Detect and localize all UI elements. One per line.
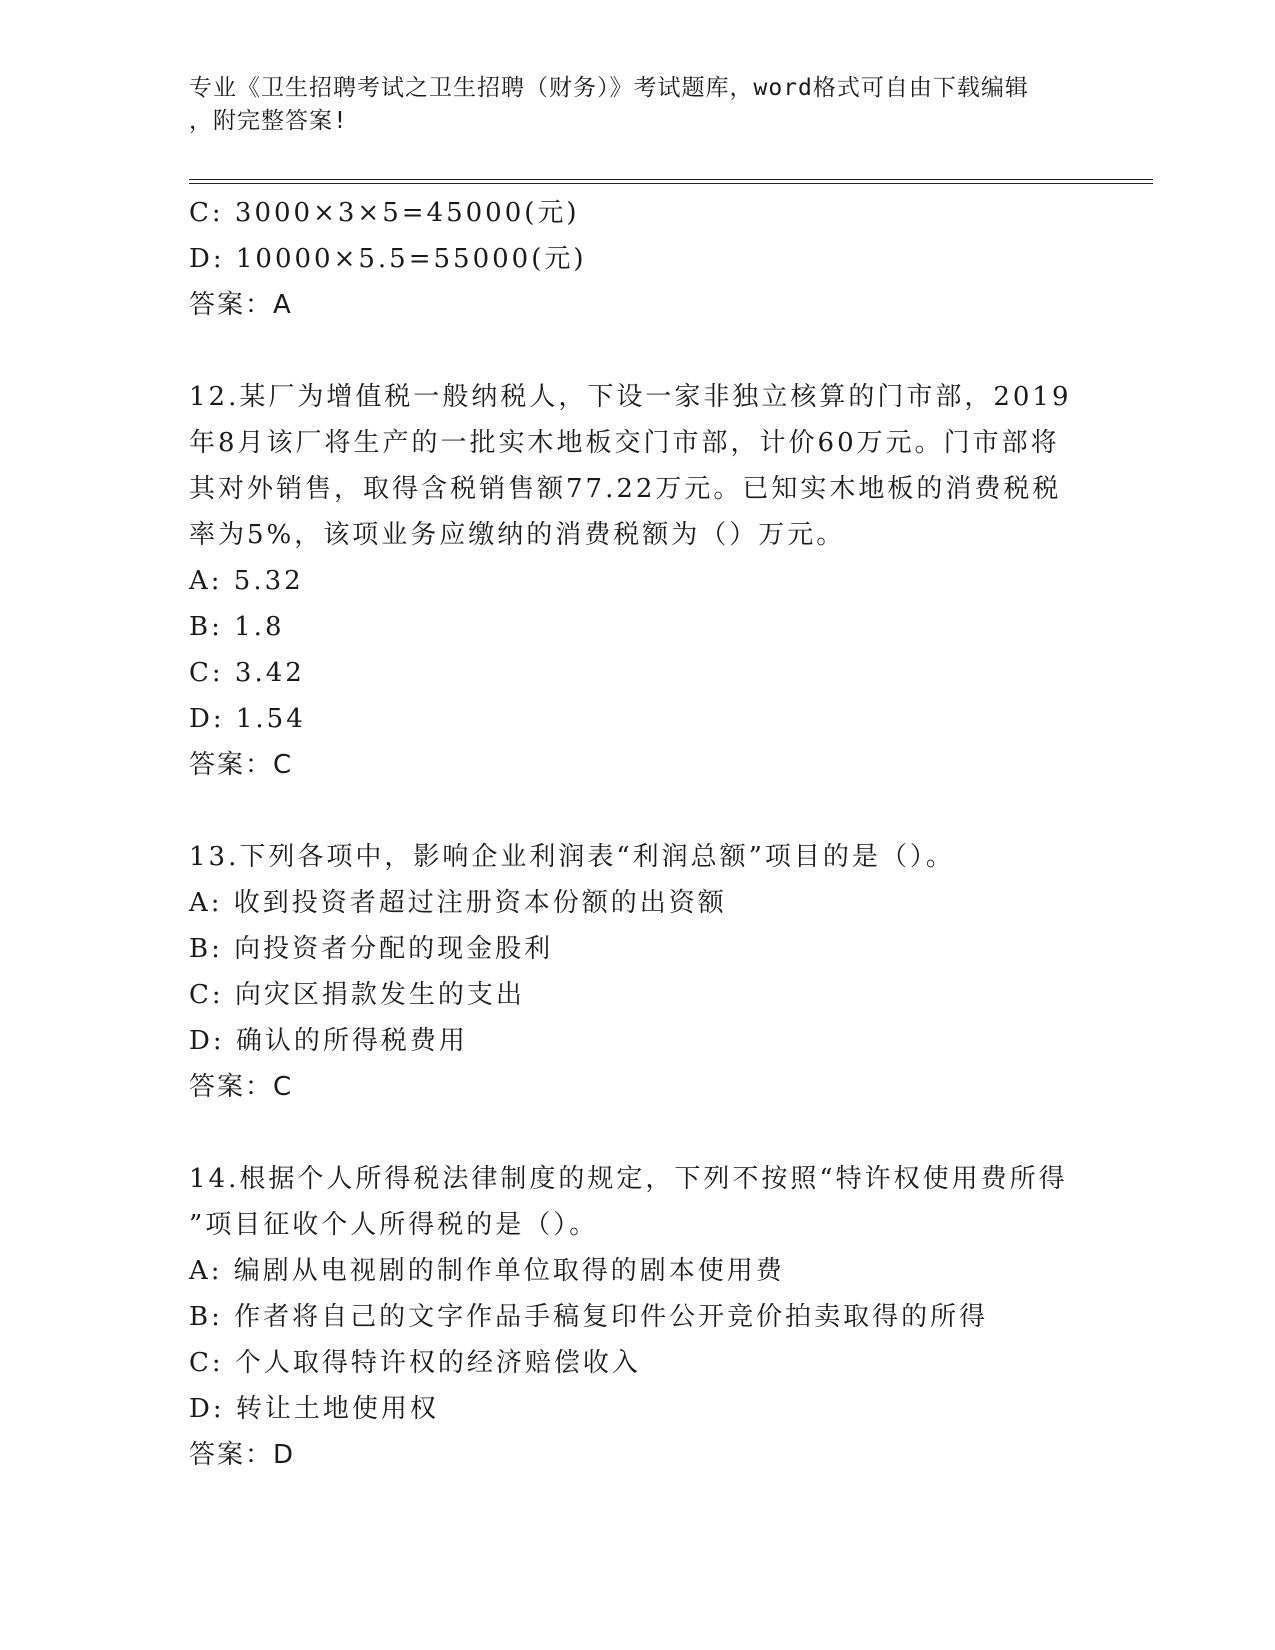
question-stem-line: 年8月该厂将生产的一批实木地板交门市部，计价60万元。门市部将 <box>189 428 1060 458</box>
page-header <box>189 72 1069 138</box>
option-d: D: 转让土地使用权 <box>189 1394 439 1424</box>
header-divider-bottom <box>189 183 1153 184</box>
option-d: D: 确认的所得税费用 <box>189 1026 468 1056</box>
option-c: C: 3000×3×5=45000(元) <box>189 198 580 228</box>
answer-line: 答案：A <box>189 290 293 320</box>
question-stem-line: 其对外销售，取得含税销售额77.22万元。已知实木地板的消费税税 <box>189 474 1062 504</box>
question-stem-line: 率为5%，该项业务应缴纳的消费税额为（）万元。 <box>189 520 846 550</box>
header-line-2: ，附完整答案! <box>189 108 348 134</box>
spacer <box>189 328 1089 374</box>
question-stem-line: ”项目征收个人所得税的是（）。 <box>189 1210 599 1240</box>
option-b: B: 向投资者分配的现金股利 <box>189 934 554 964</box>
option-b: B: 1.8 <box>189 612 285 642</box>
option-b: B: 作者将自己的文字作品手稿复印件公开竞价拍卖取得的所得 <box>189 1302 989 1332</box>
spacer <box>189 788 1089 834</box>
header-divider-top <box>189 179 1153 180</box>
header-line-1: 专业《卫生招聘考试之卫生招聘（财务）》考试题库，word格式可自由下载编辑 <box>189 75 1029 101</box>
option-d: D: 10000×5.5=55000(元) <box>189 244 587 274</box>
option-c: C: 3.42 <box>189 658 305 688</box>
option-a: A: 编剧从电视剧的制作单位取得的剧本使用费 <box>189 1256 785 1286</box>
document-body <box>189 190 1089 1478</box>
question-12 <box>189 374 1089 788</box>
answer-line: 答案：C <box>189 750 294 780</box>
question-stem-line: 14.根据个人所得税法律制度的规定，下列不按照“特许权使用费所得 <box>189 1164 1068 1194</box>
option-a: A: 收到投资者超过注册资本份额的出资额 <box>189 888 727 918</box>
previous-question-tail <box>189 190 1089 328</box>
answer-line: 答案：D <box>189 1440 296 1470</box>
question-13 <box>189 834 1089 1110</box>
option-c: C: 向灾区捐款发生的支出 <box>189 980 525 1010</box>
answer-line: 答案：C <box>189 1072 294 1102</box>
question-stem-line: 13.下列各项中，影响企业利润表“利润总额”项目的是（）。 <box>189 842 955 872</box>
question-14 <box>189 1156 1089 1478</box>
spacer <box>189 1110 1089 1156</box>
option-d: D: 1.54 <box>189 704 306 734</box>
option-a: A: 5.32 <box>189 566 304 596</box>
question-stem-line: 12.某厂为增值税一般纳税人，下设一家非独立核算的门市部，2019 <box>189 382 1072 412</box>
option-c: C: 个人取得特许权的经济赔偿收入 <box>189 1348 641 1378</box>
